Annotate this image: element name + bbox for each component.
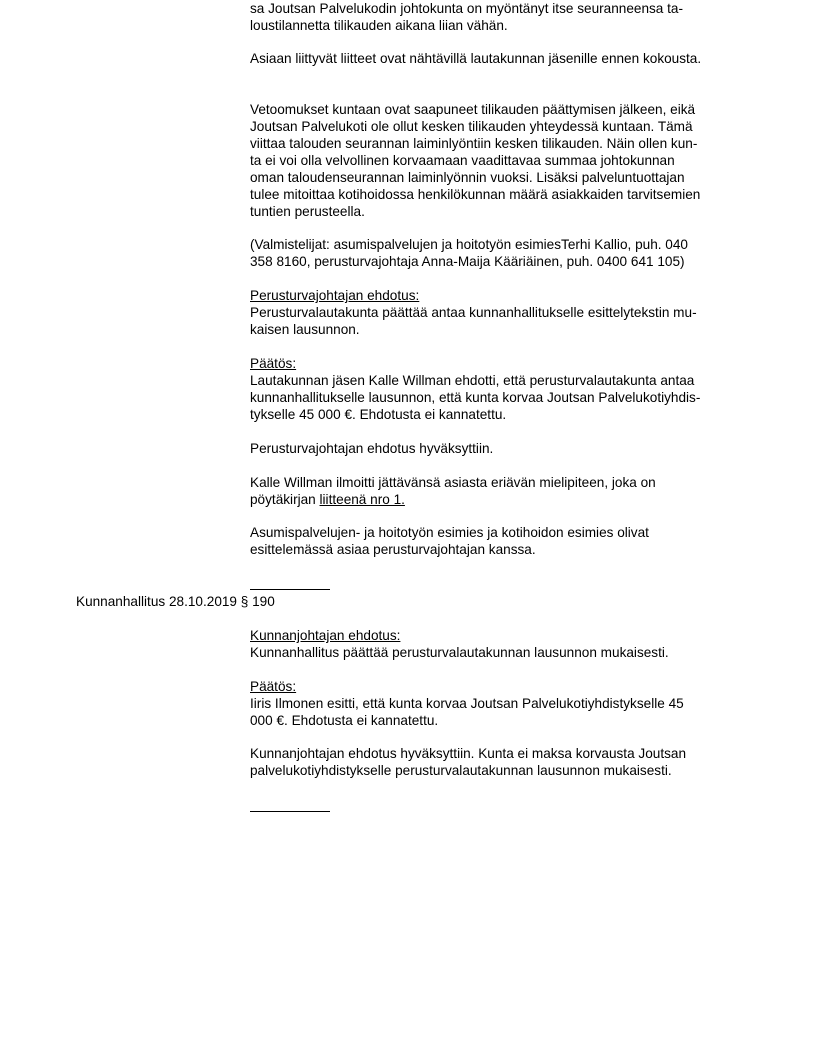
text-line: 000 €. Ehdotusta ei kannatettu.: [250, 713, 439, 728]
text-line: Iiris Ilmonen esitti, että kunta korvaa Joutsan Palvelukotiyhdistykselle 45: [250, 696, 684, 711]
dissent-note: [250, 474, 740, 508]
text-line: Asumispalvelujen- ja hoitotyön esimies ja kotihoidon esimies olivat: [250, 525, 649, 540]
approval-note: Perusturvajohtajan ehdotus hyväksyttiin.: [250, 441, 494, 456]
claims-paragraph: [250, 101, 740, 220]
section-divider: [250, 589, 330, 590]
text-line: viittaa talouden seurannan laiminlyöntiin kesken tilikauden. Näin ollen kun-: [250, 136, 698, 151]
text-line: Lautakunnan jäsen Kalle Willman ehdotti, että perusturvalautakunta antaa: [250, 373, 695, 388]
text-line: pöytäkirjan liitteenä nro 1.: [250, 492, 405, 507]
text-line: oman taloudenseurannan laiminlyönnin vuoksi. Lisäksi palveluntuottajan: [250, 170, 685, 185]
director-proposal: [250, 287, 740, 338]
board-decision: [250, 355, 740, 423]
intro-paragraph: [250, 0, 740, 34]
text-line: kunnanhallitukselle lausunnon, että kunta korvaa Joutsan Palvelukotiyhdis-: [250, 390, 701, 405]
council-section-heading: Kunnanhallitus 28.10.2019 § 190: [76, 594, 275, 609]
text-line: Kalle Willman ilmoitti jättävänsä asiasta eriävän mielipiteen, joka on: [250, 475, 656, 490]
text-line: 358 8160, perusturvajohtaja Anna-Maija Kääriäinen, puh. 0400 641 105): [250, 254, 685, 269]
text-line: palvelukotiyhdistykselle perusturvalautakunnan lausunnon mukaisesti.: [250, 763, 672, 778]
text-line: tuntien perusteella.: [250, 204, 365, 219]
section-heading: Päätös:: [250, 356, 297, 371]
section-heading: Kunnanjohtajan ehdotus:: [250, 628, 401, 643]
text-line: Perusturvalautakunta päättää antaa kunnanhallitukselle esittelytekstin mu-: [250, 305, 697, 320]
text-line: tykselle 45 000 €. Ehdotusta ei kannatettu.: [250, 407, 507, 422]
attachment-link[interactable]: liitteenä nro 1.: [319, 492, 405, 507]
attachments-note: Asiaan liittyvät liitteet ovat nähtävillä lautakunnan jäsenille ennen kokousta.: [250, 51, 702, 66]
text-line: Joutsan Palvelukoti ole ollut kesken tilikauden yhteydessä kuntaan. Tämä: [250, 119, 693, 134]
text-line: esittelemässä asiaa perusturvajohtajan kanssa.: [250, 542, 536, 557]
presenters-note: [250, 524, 740, 558]
mayor-proposal: [250, 627, 740, 661]
text-line: sa Joutsan Palvelukodin johtokunta on myöntänyt itse seuranneensa ta-: [250, 1, 684, 16]
preparers-note: [250, 236, 740, 270]
council-decision: [250, 678, 740, 729]
text-line: Vetoomukset kuntaan ovat saapuneet tilikauden päättymisen jälkeen, eikä: [250, 102, 696, 117]
text-line: ta ei voi olla velvollinen korvaamaan vaadittavaa summaa johtokunnan: [250, 153, 675, 168]
text-line: tulee mitoittaa kotihoidossa henkilökunnan määrä asiakkaiden tarvitsemien: [250, 187, 701, 202]
council-final: [250, 745, 740, 779]
text-line: loustilannetta tilikauden aikana liian vähän.: [250, 18, 508, 33]
text-line: Kunnanhallitus päättää perusturvalautakunnan lausunnon mukaisesti.: [250, 645, 669, 660]
text-line: (Valmistelijat: asumispalvelujen ja hoitotyön esimiesTerhi Kallio, puh. 040: [250, 237, 688, 252]
text-line: Kunnanjohtajan ehdotus hyväksyttiin. Kunta ei maksa korvausta Joutsan: [250, 746, 687, 761]
section-heading: Päätös:: [250, 679, 297, 694]
section-heading: Perusturvajohtajan ehdotus:: [250, 288, 420, 303]
text-line: kaisen lausunnon.: [250, 322, 360, 337]
section-divider: [250, 811, 330, 812]
